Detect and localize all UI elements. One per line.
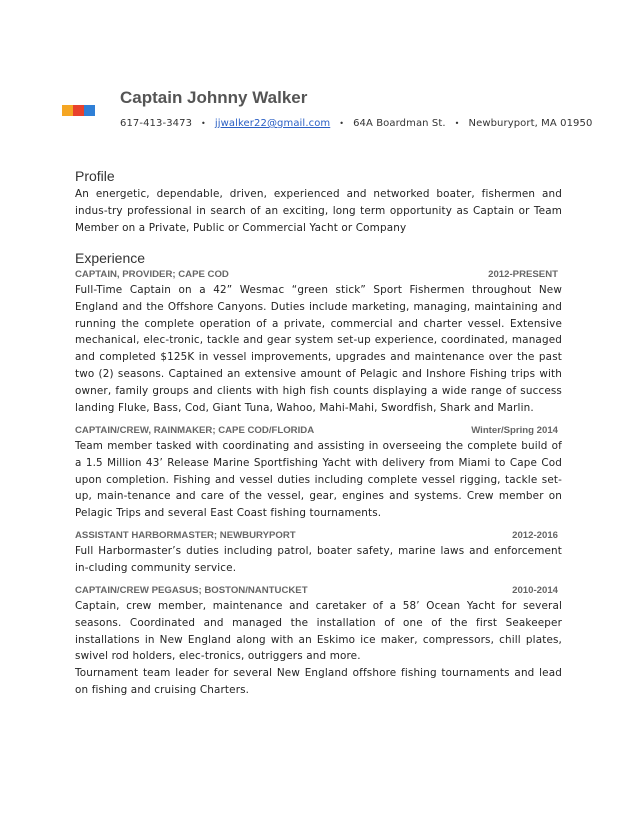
job-description bbox=[75, 282, 562, 416]
job-paragraph: Full-Time Captain on a 42” Wesmac “green stick” Sport Fishermen throughout New England and the Offshore Canyons. Duties include marketing, managing, maintaining and running the complete operation of a private, commercial and charter vessel. Extensive mechanical, elec-tronic, tackle and gear system set-up experience, coordinated, managed and completed $125K in vessel improvements, upgrades and maintenance over the past two (2) seasons. Captained an extensive amount of Pelagic and Inshore Fishing trips with owner, family groups and clients with high fish counts displaying a wide range of success landing Fluke, Bass, Cod, Giant Tuna, Wahoo, Mahi-Mahi, Swordfish, Shark and Marlin. bbox=[75, 284, 562, 414]
city-address: Newburyport, MA 01950 bbox=[468, 118, 593, 129]
job-description bbox=[75, 543, 562, 577]
job-header bbox=[75, 584, 562, 598]
phone-number: 617-413-3473 bbox=[120, 118, 193, 129]
job-entry bbox=[75, 424, 562, 522]
profile-heading: Profile bbox=[75, 168, 115, 184]
separator: • bbox=[454, 119, 460, 128]
separator: • bbox=[339, 119, 345, 128]
job-header bbox=[75, 424, 562, 438]
job-entry bbox=[75, 529, 562, 577]
logo-squares bbox=[62, 105, 95, 116]
street-address: 64A Boardman St. bbox=[353, 118, 446, 129]
job-role: ASSISTANT HARBORMASTER; NEWBURYPORT bbox=[75, 530, 296, 541]
job-header bbox=[75, 529, 562, 543]
job-description bbox=[75, 438, 562, 522]
profile-paragraph: An energetic, dependable, driven, experienced and networked boater, fishermen and indus-try professional in search of an exciting, long term opportunity as Captain or Team Member on a Private, Public or Commercial Yacht or Company bbox=[75, 188, 562, 234]
job-date: 2012-PRESENT bbox=[488, 269, 558, 280]
resume-name: Captain Johnny Walker bbox=[120, 88, 308, 107]
contact-line bbox=[120, 118, 592, 129]
logo-square-blue bbox=[84, 105, 95, 116]
job-date: Winter/Spring 2014 bbox=[471, 425, 558, 436]
email-link[interactable]: jjwalker22@gmail.com bbox=[214, 118, 331, 129]
job-date: 2010-2014 bbox=[512, 585, 558, 596]
job-paragraph: Captain, crew member, maintenance and caretaker of a 58’ Ocean Yacht for several seasons. Coordinated and managed the installation of one of the first Seakeeper installations in New England along with an Eskimo ice maker, compressors, chill plates, swivel rod holders, elec-tronics, outriggers and more. bbox=[75, 600, 562, 663]
separator: • bbox=[201, 119, 206, 128]
job-paragraph: Team member tasked with coordinating and assisting in overseeing the complete build of a 1.5 Million 43’ Release Marine Sportfishing Yacht with delivery from Miami to Cape Cod upon completion. Fishing and vessel duties including complete vessel rigging, tackle set-up, main-tenance and care of the vessel, gear, engines and systems. Crew member on Pelagic Trips and several East Coast fishing tournaments. bbox=[75, 440, 562, 520]
job-header bbox=[75, 268, 562, 282]
job-entry bbox=[75, 584, 562, 699]
job-role: CAPTAIN, PROVIDER; CAPE COD bbox=[75, 269, 229, 280]
job-date: 2012-2016 bbox=[512, 530, 558, 541]
job-paragraph: Full Harbormaster’s duties including patrol, boater safety, marine laws and enforcement in-cluding community service. bbox=[75, 545, 562, 574]
job-role: CAPTAIN/CREW, RAINMAKER; CAPE COD/FLORIDA bbox=[75, 425, 315, 436]
job-description bbox=[75, 598, 562, 699]
profile-text bbox=[75, 186, 562, 237]
logo-square-orange bbox=[62, 105, 73, 116]
job-role: CAPTAIN/CREW PEGASUS; BOSTON/NANTUCKET bbox=[75, 585, 308, 596]
job-paragraph: Tournament team leader for several New England offshore fishing tournaments and lead on fishing and cruising Charters. bbox=[75, 667, 562, 696]
job-entry bbox=[75, 268, 562, 416]
logo-square-red bbox=[73, 105, 84, 116]
experience-heading: Experience bbox=[75, 250, 146, 266]
